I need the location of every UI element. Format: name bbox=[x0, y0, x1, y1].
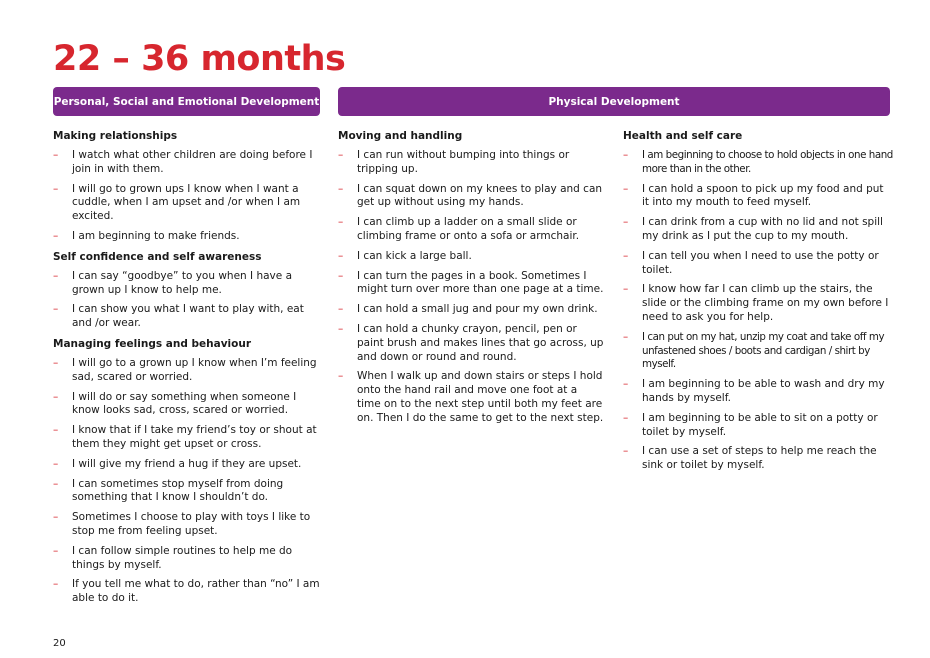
dash-bullet-icon: – bbox=[623, 330, 628, 343]
list-item: – I can follow simple routines to help me do things by myself. bbox=[53, 544, 293, 571]
list-item: – I can put on my hat, unzip my coat and take off my unfastened shoes / boots and cardigan / shirt by myself. bbox=[623, 330, 885, 371]
dash-bullet-icon: – bbox=[53, 356, 59, 369]
dash-bullet-icon: – bbox=[623, 445, 629, 458]
page-number: 20 bbox=[53, 638, 66, 649]
dash-bullet-icon: – bbox=[623, 411, 629, 424]
list-item: – I am beginning to make friends. bbox=[53, 229, 240, 242]
list-item: – I will go to a grown up I know when I’m feeling sad, scared or worried. bbox=[53, 356, 317, 383]
dash-bullet-icon: – bbox=[53, 544, 59, 557]
dash-bullet-icon: – bbox=[53, 182, 59, 195]
list-moving-handling bbox=[338, 149, 604, 426]
list-item: – I can kick a large ball. bbox=[338, 249, 472, 262]
list-self-confidence bbox=[53, 270, 321, 331]
dash-bullet-icon: – bbox=[623, 216, 629, 229]
dash-bullet-icon: – bbox=[53, 511, 59, 524]
page-title: 22 – 36 months bbox=[53, 39, 346, 79]
column-moving-handling bbox=[338, 129, 604, 432]
dash-bullet-icon: – bbox=[623, 283, 629, 296]
dash-bullet-icon: – bbox=[53, 303, 59, 316]
dash-bullet-icon: – bbox=[53, 457, 59, 470]
list-item: – I am beginning to choose to hold objects in one hand more than in the other. bbox=[623, 149, 893, 175]
section-heading-moving-handling: Moving and handling bbox=[338, 130, 463, 142]
dash-bullet-icon: – bbox=[623, 378, 629, 391]
section-heading-self-confidence: Self confidence and self awareness bbox=[53, 250, 262, 263]
dash-bullet-icon: – bbox=[623, 249, 629, 262]
list-item: – I can use a set of steps to help me reach the sink or toilet by myself. bbox=[623, 445, 877, 472]
list-item: – I can show you what I want to play with, eat and /or wear. bbox=[53, 303, 304, 330]
dash-bullet-icon: – bbox=[623, 182, 629, 195]
dash-bullet-icon: – bbox=[338, 216, 344, 229]
column-psed bbox=[53, 129, 321, 612]
dash-bullet-icon: – bbox=[53, 390, 59, 403]
dash-bullet-icon: – bbox=[338, 149, 344, 161]
list-item: – I can hold a small jug and pour my own drink. bbox=[338, 303, 598, 316]
section-heading-making-relationships: Making relationships bbox=[53, 130, 178, 142]
list-item: – I can sometimes stop myself from doing something that I know I shouldn’t do. bbox=[53, 477, 284, 504]
list-item: – Sometimes I choose to play with toys I like to stop me from feeling upset. bbox=[53, 511, 311, 537]
dash-bullet-icon: – bbox=[338, 249, 344, 262]
list-item: – I know how far I can climb up the stairs, the slide or the climbing frame on my own before I need to ask you for help. bbox=[623, 283, 889, 323]
list-item: – I know that if I take my friend’s toy or shout at them they might get upset or cross. bbox=[53, 424, 317, 450]
list-item: – I will do or say something when someone I know looks sad, cross, scared or worried. bbox=[53, 390, 297, 417]
dash-bullet-icon: – bbox=[53, 269, 59, 282]
list-item: – I can say “goodbye” to you when I have a grown up I know to help me. bbox=[53, 269, 292, 296]
section-heading-health-self-care: Health and self care bbox=[623, 130, 743, 142]
list-item: – I will give my friend a hug if they are upset. bbox=[53, 457, 302, 470]
dash-bullet-icon: – bbox=[623, 149, 628, 161]
list-item: – I can hold a chunky crayon, pencil, pen or paint brush and makes lines that go across, up and down or round and round. bbox=[338, 322, 604, 363]
banner-physical-development: Physical Development bbox=[338, 87, 890, 116]
list-item: – I will go to grown ups I know when I want a cuddle, when I am upset and /or when I am excited. bbox=[53, 182, 301, 223]
section-heading-managing-feelings: Managing feelings and behaviour bbox=[53, 337, 252, 350]
list-item: – I can hold a spoon to pick up my food and put it into my mouth to feed myself. bbox=[623, 182, 884, 209]
list-item: – I am beginning to be able to sit on a potty or toilet by myself. bbox=[623, 411, 878, 438]
column-health-self-care bbox=[623, 129, 893, 479]
dash-bullet-icon: – bbox=[338, 269, 344, 282]
dash-bullet-icon: – bbox=[338, 182, 344, 195]
list-item: – I can run without bumping into things or tripping up. bbox=[338, 149, 570, 175]
dash-bullet-icon: – bbox=[53, 424, 59, 437]
banner-personal-social-emotional: Personal, Social and Emotional Development bbox=[53, 87, 320, 116]
list-item: – I can tell you when I need to use the potty or toilet. bbox=[623, 249, 879, 276]
dash-bullet-icon: – bbox=[338, 370, 344, 383]
list-item: – I can turn the pages in a book. Sometimes I might turn over more than one page at a time. bbox=[338, 269, 604, 296]
list-managing-feelings bbox=[53, 357, 321, 606]
dash-bullet-icon: – bbox=[338, 303, 344, 316]
dash-bullet-icon: – bbox=[53, 229, 59, 242]
list-item: – I am beginning to be able to wash and dry my hands by myself. bbox=[623, 378, 885, 404]
list-health-self-care bbox=[623, 149, 893, 473]
dash-bullet-icon: – bbox=[53, 477, 59, 490]
list-item: – I can squat down on my knees to play and can get up without using my hands. bbox=[338, 182, 603, 209]
dash-bullet-icon: – bbox=[53, 149, 59, 161]
list-item: – I can drink from a cup with no lid and not spill my drink as I put the cup to my mouth. bbox=[623, 216, 883, 242]
list-item: – I can climb up a ladder on a small slide or climbing frame or onto a sofa or armchair. bbox=[338, 216, 580, 242]
dash-bullet-icon: – bbox=[338, 322, 344, 335]
dash-bullet-icon: – bbox=[53, 578, 59, 591]
list-item: – If you tell me what to do, rather than “no” I am able to do it. bbox=[53, 578, 320, 605]
list-making-relationships bbox=[53, 149, 321, 244]
list-item: – When I walk up and down stairs or steps I hold onto the hand rail and move one foot at a time on to the next step until both my feet are on. Then I do the same to get to the next step. bbox=[338, 370, 604, 424]
list-item: – I watch what other children are doing before I join in with them. bbox=[53, 149, 313, 175]
